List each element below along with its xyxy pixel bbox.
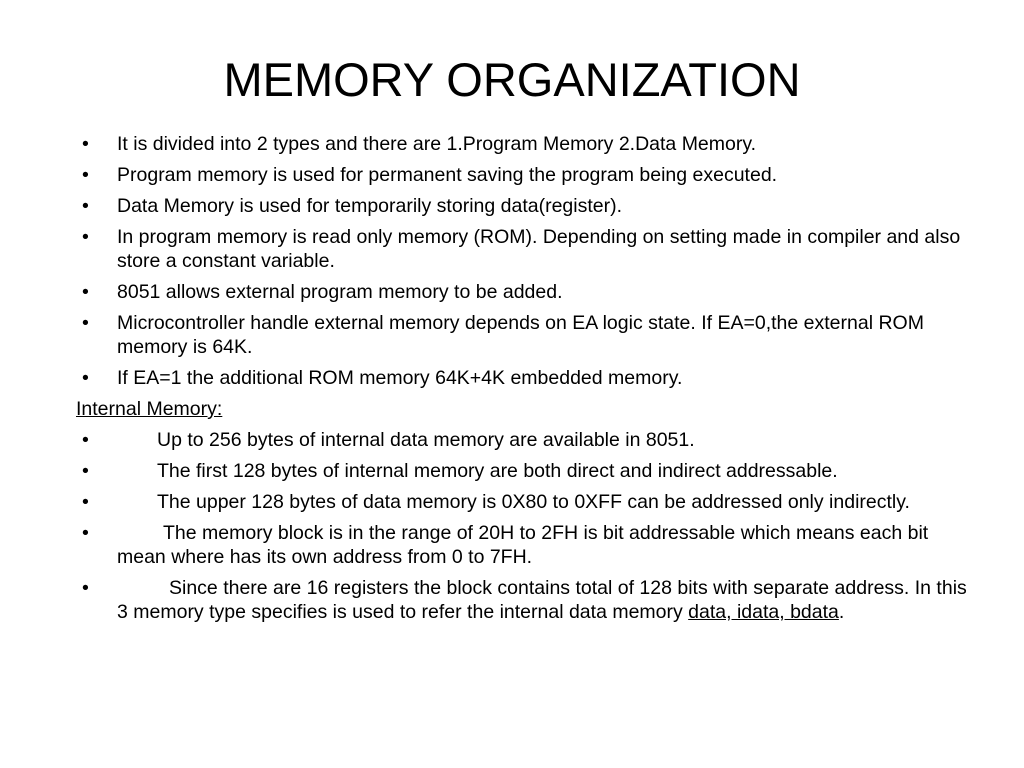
bullet-text: In program memory is read only memory (ROM). Depending on setting made in compiler and also store a constant variable. xyxy=(117,226,961,272)
internal-bullet-item xyxy=(76,459,976,483)
bullet-text: The first 128 bytes of internal memory are both direct and indirect addressable. xyxy=(157,460,838,482)
internal-memory-heading: Internal Memory: xyxy=(76,398,223,420)
bullet-mark: • xyxy=(82,367,89,389)
bullet-mark: • xyxy=(82,460,89,482)
bullet-text: It is divided into 2 types and there are 1.Program Memory 2.Data Memory. xyxy=(117,133,757,155)
bullet-mark: • xyxy=(82,577,89,599)
internal-bullet-item xyxy=(76,521,976,569)
bullet-mark: • xyxy=(82,429,89,451)
internal-bullet-item xyxy=(76,428,976,452)
bullet-text: Up to 256 bytes of internal data memory are available in 8051. xyxy=(157,429,695,451)
internal-bullet-item xyxy=(76,576,976,624)
bullet-mark: • xyxy=(82,133,89,155)
bullet-text: Since there are 16 registers the block contains total of 128 bits with separate address. In this 3 memory type specifies is used to refer the internal data memory xyxy=(117,577,967,623)
slide-content xyxy=(76,132,976,631)
bullet-mark: • xyxy=(82,195,89,217)
bullet-mark: • xyxy=(82,491,89,513)
bullet-text: The upper 128 bytes of data memory is 0X80 to 0XFF can be addressed only indirectly. xyxy=(157,491,910,513)
bullet-item xyxy=(76,311,976,359)
trailing-period: . xyxy=(838,601,845,623)
slide-title xyxy=(0,52,1024,115)
bullet-text: Data Memory is used for temporarily storing data(register). xyxy=(117,195,623,217)
bullet-mark: • xyxy=(82,226,89,248)
bullet-mark: • xyxy=(82,281,89,303)
data-types-underlined: data, idata, bdata xyxy=(688,601,839,623)
bullet-text: Program memory is used for permanent saving the program being executed. xyxy=(117,164,778,186)
bullet-mark: • xyxy=(82,312,89,334)
bullet-text: The memory block is in the range of 20H to 2FH is bit addressable which means each bit mean where has its own address from 0 to 7FH. xyxy=(117,522,929,568)
bullet-text: If EA=1 the additional ROM memory 64K+4K embedded memory. xyxy=(117,367,683,389)
title-text: MEMORY ORGANIZATION xyxy=(223,53,801,106)
bullet-mark: • xyxy=(82,164,89,186)
bullet-text: Microcontroller handle external memory depends on EA logic state. If EA=0,the external ROM memory is 64K. xyxy=(117,312,924,358)
bullet-mark: • xyxy=(82,522,89,544)
internal-bullet-item xyxy=(76,490,976,514)
bullet-item xyxy=(76,194,976,218)
bullet-item xyxy=(76,280,976,304)
bullet-text: 8051 allows external program memory to be added. xyxy=(117,281,563,303)
bullet-item xyxy=(76,366,976,390)
bullet-item xyxy=(76,225,976,273)
bullet-item xyxy=(76,163,976,187)
bullet-item xyxy=(76,132,976,156)
